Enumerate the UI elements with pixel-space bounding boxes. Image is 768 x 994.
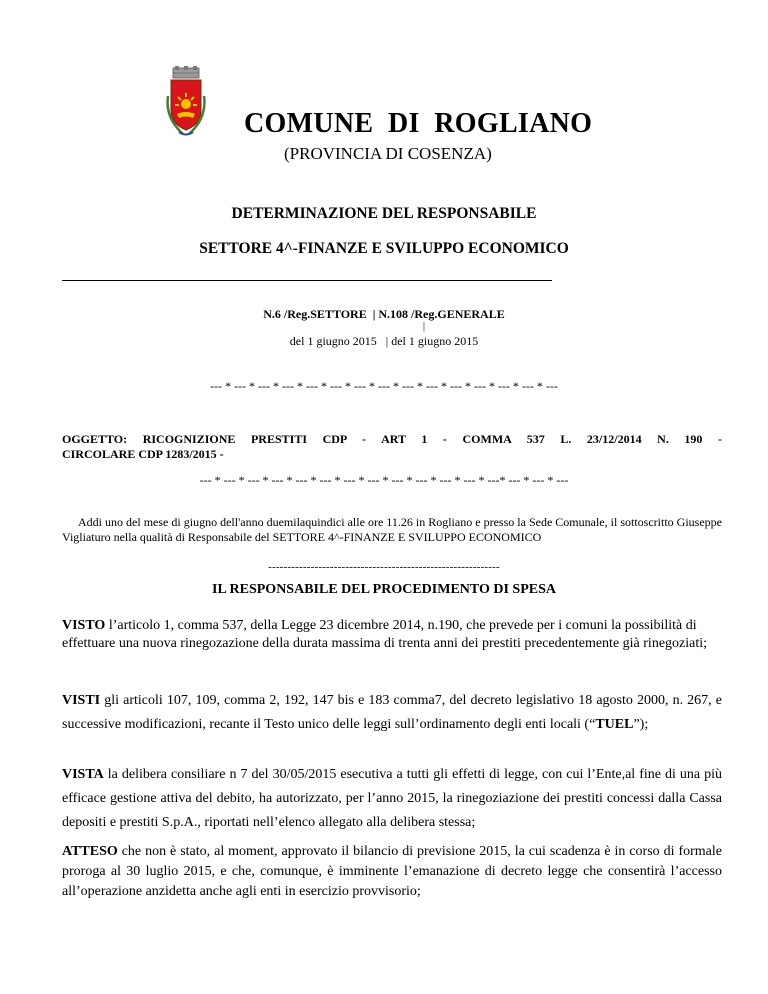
registro-dates: del 1 giugno 2015 | del 1 giugno 2015 [289, 334, 479, 348]
provincia-subtitle: (PROVINCIA DI COSENZA) [284, 144, 492, 163]
paragraph-vista [62, 763, 722, 835]
keyword-visti: VISTI [62, 693, 101, 708]
text-visti: gli articoli 107, 109, comma 2, 192, 147 bis e 183 comma7, del decreto legislativo 18 agosto 2000, n. 267, e successive modificazioni, recante il Testo unico delle leggi sull’ordinamento degli enti locali (“ [62, 693, 722, 732]
dash-separator: ------------------------------------------------------------ [268, 561, 500, 573]
paragraph-atteso [62, 842, 722, 902]
oggetto-line-2: CIRCOLARE CDP 1283/2015 - [62, 447, 224, 461]
star-separator-top: --- * --- * --- * --- * --- * --- * --- * --- * --- * --- * --- * --- * --- * --- * --- [210, 379, 558, 393]
keyword-visto: VISTO [62, 618, 106, 633]
text-visti-end: ”); [633, 717, 649, 732]
keyword-atteso: ATTESO [62, 844, 118, 859]
coat-of-arms-emblem [163, 66, 209, 138]
paragraph-visto [62, 617, 722, 653]
addi-paragraph: Addi uno del mese di giugno dell'anno duemilaquindici alle ore 11.26 in Rogliano e presso la Sede Comunale, il sottoscritto Giuseppe Vigliaturo nella qualità di Responsabile del SETTORE 4^-FINANZE E SVILUPPO ECONOMICO [62, 515, 722, 544]
determinazione-heading: DETERMINAZIONE DEL RESPONSABILE [231, 205, 537, 222]
registro-separator: | [422, 320, 426, 332]
keyword-tuel: TUEL [595, 717, 634, 732]
comune-title: COMUNE DI ROGLIANO [244, 108, 593, 139]
horizontal-rule [62, 280, 552, 281]
settore-heading: SETTORE 4^-FINANZE E SVILUPPO ECONOMICO [199, 240, 569, 257]
text-vista: la delibera consiliare n 7 del 30/05/2015 esecutiva a tutti gli effetti di legge, con cui l’Ente,al fine di una più efficace gestione attiva del debito, ha autorizzato, per l’anno 2015, la rinegoziazione dei prestiti concessi dalla Cassa depositi e prestiti S.p.A., riportati nell’elenco allegato alla delibera stessa; [62, 767, 722, 830]
text-visto: l’articolo 1, comma 537, della Legge 23 dicembre 2014, n.190, che prevede per i comuni la possibilità di effettuare una nuova rinegozazione della durata massima di trenta anni dei prestiti precedentemente già rinegoziati; [62, 618, 708, 651]
registro-numbers: N.6 /Reg.SETTORE | N.108 /Reg.GENERALE [263, 307, 505, 321]
text-atteso: che non è stato, al moment, approvato il bilancio di previsione 2015, la cui scadenza è in corso di formale proroga al 30 luglio 2015, e che, comunque, è imminente l’emanazione di decreto legge che consentirà l’accesso all’operazione anzidetta anche agli enti in esercizio provvisorio; [62, 844, 722, 899]
keyword-vista: VISTA [62, 767, 104, 782]
oggetto-line-1: OGGETTO: RICOGNIZIONE PRESTITI CDP - ART 1 - COMMA 537 L. 23/12/2014 N. 190 - [62, 432, 722, 446]
responsabile-heading: IL RESPONSABILE DEL PROCEDIMENTO DI SPESA [212, 582, 556, 597]
paragraph-visti [62, 689, 722, 737]
star-separator-bottom: --- * --- * --- * --- * --- * --- * --- * --- * --- * --- * --- * --- * ---* --- * --- * --- [199, 473, 569, 487]
